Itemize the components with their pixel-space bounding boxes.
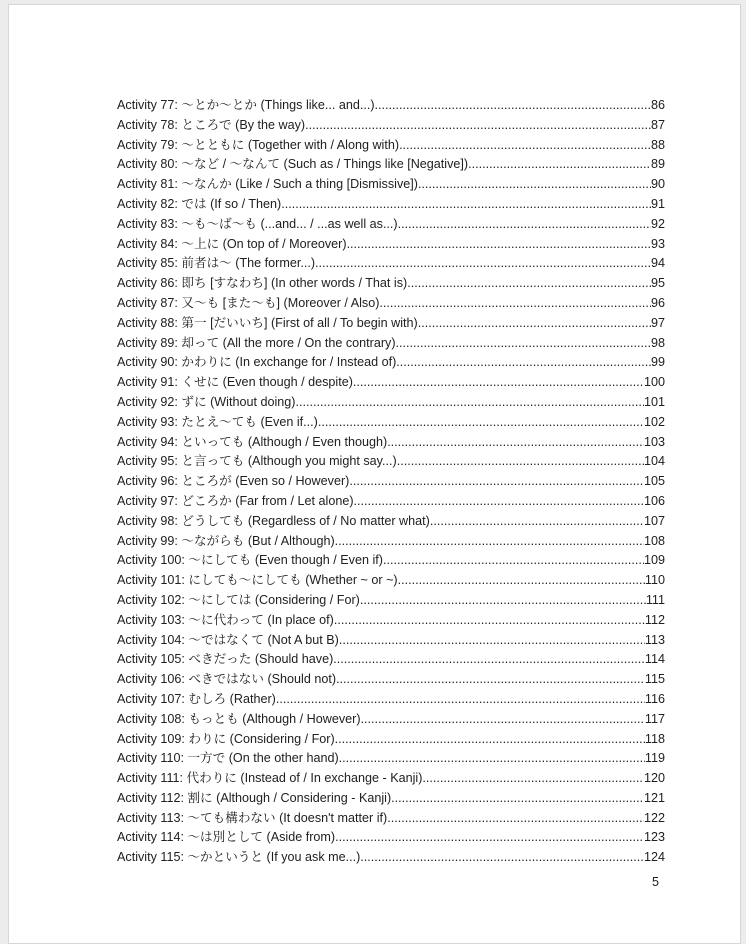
dot-leader: [276, 690, 645, 710]
toc-entry-page-number: 105: [643, 474, 665, 489]
toc-entry-page-number: 106: [643, 493, 665, 508]
toc-entry-title: Activity 102: ～にしては (Considering / For): [117, 592, 360, 607]
toc-entry-page-number: 88: [650, 137, 665, 152]
toc-entry-title: Activity 108: もっとも (Although / However): [117, 711, 361, 726]
toc-entry-title: Activity 109: わりに (Considering / For): [117, 731, 335, 746]
toc-entry-page-number: 101: [643, 394, 665, 409]
toc-entry-page-number: 121: [643, 790, 665, 805]
dot-leader: [430, 512, 644, 532]
dot-leader: [349, 472, 644, 492]
toc-entry[interactable]: [117, 512, 665, 532]
dot-leader: [375, 96, 651, 116]
toc-entry-title: Activity 115: ～かというと (If you ask me...): [117, 850, 361, 865]
document-page: [8, 4, 741, 944]
toc-entry[interactable]: [117, 353, 665, 373]
dot-leader: [379, 294, 651, 314]
dot-leader: [387, 809, 644, 829]
dot-leader: [418, 175, 651, 195]
dot-leader: [398, 215, 651, 235]
toc-entry-title: Activity 97: どころか (Far from / Let alone): [117, 493, 354, 508]
toc-entry-page-number: 94: [650, 256, 665, 271]
toc-entry[interactable]: [117, 116, 665, 136]
dot-leader: [387, 433, 644, 453]
toc-entry-title: Activity 92: ずに (Without doing): [117, 394, 296, 409]
toc-entry[interactable]: [117, 710, 665, 730]
toc-entry-title: Activity 79: ～とともに (Together with / Along with): [117, 137, 400, 152]
toc-entry-title: Activity 107: むしろ (Rather): [117, 691, 276, 706]
toc-entry-page-number: 99: [650, 355, 665, 370]
toc-entry-page-number: 91: [650, 196, 665, 211]
dot-leader: [335, 828, 644, 848]
toc-entry-title: Activity 89: 却って (All the more / On the contrary): [117, 335, 396, 350]
toc-entry[interactable]: [117, 195, 665, 215]
toc-entry-title: Activity 82: では (If so / Then): [117, 196, 282, 211]
toc-entry-page-number: 122: [643, 810, 665, 825]
toc-entry[interactable]: [117, 294, 665, 314]
dot-leader: [318, 413, 644, 433]
toc-entry[interactable]: [117, 571, 665, 591]
toc-entry-page-number: 110: [644, 573, 665, 588]
dot-leader: [399, 136, 651, 156]
toc-entry-page-number: 107: [643, 513, 665, 528]
toc-entry[interactable]: [117, 532, 665, 552]
dot-leader: [422, 769, 644, 789]
dot-leader: [335, 730, 645, 750]
toc-entry[interactable]: [117, 848, 665, 868]
toc-entry[interactable]: [117, 373, 665, 393]
toc-entry-page-number: 86: [650, 98, 665, 112]
toc-entry-page-number: 98: [650, 335, 665, 350]
dot-leader: [407, 274, 651, 294]
dot-leader: [398, 571, 645, 591]
toc-entry-page-number: 114: [644, 652, 665, 667]
toc-entry-title: Activity 101: にしても～にしても (Whether ~ or ~): [117, 573, 398, 588]
toc-entry-title: Activity 85: 前者は～ (The former...): [117, 256, 316, 271]
toc-entry[interactable]: [117, 690, 665, 710]
dot-leader: [397, 452, 644, 472]
toc-entry-title: Activity 78: ところで (By the way): [117, 117, 306, 132]
dot-leader: [354, 492, 644, 512]
dot-leader: [335, 532, 644, 552]
toc-entry-title: Activity 104: ～ではなくて (Not A but B): [117, 632, 339, 647]
toc-entry-page-number: 115: [644, 672, 665, 687]
toc-entry-title: Activity 99: ～ながらも (But / Although): [117, 533, 335, 548]
toc-entry[interactable]: [117, 789, 665, 809]
dot-leader: [305, 116, 651, 136]
toc-entry-page-number: 123: [643, 830, 665, 845]
toc-entry-title: Activity 90: かわりに (In exchange for / Instead of): [117, 355, 397, 370]
dot-leader: [339, 631, 645, 651]
toc-entry-title: Activity 103: ～に代わって (In place of): [117, 612, 334, 627]
dot-leader: [361, 710, 645, 730]
toc-entry[interactable]: [117, 611, 665, 631]
toc-entry[interactable]: [117, 749, 665, 769]
dot-leader: [295, 393, 644, 413]
toc-entry-page-number: 119: [644, 751, 665, 766]
toc-entry-page-number: 93: [650, 236, 665, 251]
toc-entry-page-number: 112: [644, 612, 665, 627]
toc-entry-title: Activity 111: 代わりに (Instead of / In exchange - Kanji): [117, 771, 423, 786]
toc-entry[interactable]: [117, 551, 665, 571]
dot-leader: [396, 334, 651, 354]
toc-entry-title: Activity 95: と言っても (Although you might say...): [117, 454, 397, 469]
dot-leader: [333, 650, 645, 670]
toc-entry[interactable]: [117, 631, 665, 651]
toc-entry[interactable]: [117, 155, 665, 175]
toc-entry[interactable]: [117, 452, 665, 472]
toc-entry-title: Activity 96: ところが (Even so / However): [117, 474, 350, 489]
page-number: 5: [651, 875, 659, 889]
toc-entry[interactable]: [117, 828, 665, 848]
toc-entry-title: Activity 87: 又～も [また～も] (Moreover / Also): [117, 295, 380, 310]
toc-entry-page-number: 116: [644, 691, 665, 706]
toc-entry-page-number: 108: [643, 533, 665, 548]
dot-leader: [383, 551, 644, 571]
toc-entry-title: Activity 93: たとえ～ても (Even if...): [117, 414, 318, 429]
toc-entry-page-number: 102: [643, 414, 665, 429]
toc-entry-title: Activity 88: 第一 [だいいち] (First of all / To begin with): [117, 315, 418, 330]
toc-entry-title: Activity 105: べきだった (Should have): [117, 652, 334, 667]
toc-entry[interactable]: [117, 769, 665, 789]
toc-entry-title: Activity 77: ～とか～とか (Things like... and...): [117, 98, 375, 112]
dot-leader: [315, 254, 651, 274]
toc-entry[interactable]: [117, 215, 665, 235]
toc-entry[interactable]: [117, 274, 665, 294]
toc-entry-page-number: 90: [650, 177, 665, 192]
toc-entry[interactable]: [117, 650, 665, 670]
toc-entry-page-number: 89: [650, 157, 665, 172]
toc-entry-title: Activity 112: 割に (Although / Considering - Kanji): [117, 790, 392, 805]
toc-entry-page-number: 117: [644, 711, 665, 726]
toc-entry[interactable]: [117, 235, 665, 255]
toc-entry-title: Activity 84: ～上に (On top of / Moreover): [117, 236, 347, 251]
toc-entry-title: Activity 110: 一方で (On the other hand): [117, 751, 339, 766]
dot-leader: [336, 670, 645, 690]
dot-leader: [353, 373, 644, 393]
dot-leader: [360, 848, 644, 868]
toc-entry-page-number: 118: [644, 731, 665, 746]
toc-entry-page-number: 96: [650, 295, 665, 310]
dot-leader: [347, 235, 651, 255]
dot-leader: [391, 789, 644, 809]
toc-entry[interactable]: [117, 492, 665, 512]
toc-entry[interactable]: [117, 393, 665, 413]
toc-entry[interactable]: [117, 175, 665, 195]
toc-entry-title: Activity 106: べきではない (Should not): [117, 672, 337, 687]
toc-entry-page-number: 111: [645, 592, 665, 607]
toc-entry[interactable]: [117, 472, 665, 492]
toc-entry-page-number: 109: [643, 553, 665, 568]
toc-entry-title: Activity 81: ～なんか (Like / Such a thing [Dismissive]): [117, 177, 418, 192]
dot-leader: [468, 155, 651, 175]
toc-entry[interactable]: [117, 96, 665, 116]
toc-entry[interactable]: [117, 433, 665, 453]
toc-entry[interactable]: [117, 413, 665, 433]
dot-leader: [334, 611, 645, 631]
toc-entry[interactable]: [117, 136, 665, 156]
toc-entry-title: Activity 86: 即ち [すなわち] (In other words / That is): [117, 276, 408, 291]
dot-leader: [360, 591, 646, 611]
toc-entry-page-number: 100: [643, 375, 665, 390]
toc-entry-page-number: 97: [650, 315, 665, 330]
dot-leader: [281, 195, 651, 215]
toc-entry-page-number: 124: [643, 850, 665, 865]
dot-leader: [339, 749, 645, 769]
toc-entry-title: Activity 113: ～ても構わない (It doesn't matter if): [117, 810, 388, 825]
toc-entry[interactable]: [117, 254, 665, 274]
toc-entry-page-number: 92: [650, 216, 665, 231]
toc-entry-page-number: 104: [643, 454, 665, 469]
toc-entry-page-number: 113: [644, 632, 665, 647]
toc-entry-title: Activity 91: くせに (Even though / despite): [117, 375, 353, 390]
toc-entry-title: Activity 83: ～も～ば～も (...and... / ...as well as...): [117, 216, 398, 231]
dot-leader: [418, 314, 651, 334]
toc-entry-title: Activity 100: ～にしても (Even though / Even if): [117, 553, 383, 568]
toc-entry[interactable]: [117, 730, 665, 750]
toc-entry-title: Activity 80: ～など / ～なんて (Such as / Things like [Negative]): [117, 157, 469, 172]
toc-entry[interactable]: [117, 314, 665, 334]
toc-entry-page-number: 103: [643, 434, 665, 449]
dot-leader: [396, 353, 651, 373]
toc-entry-title: Activity 114: ～は別として (Aside from): [117, 830, 336, 845]
table-of-contents: [117, 96, 665, 868]
toc-entry[interactable]: [117, 670, 665, 690]
toc-entry-page-number: 120: [643, 771, 665, 786]
toc-entry[interactable]: [117, 591, 665, 611]
toc-entry-title: Activity 94: といっても (Although / Even though): [117, 434, 388, 449]
toc-entry-page-number: 87: [650, 117, 665, 132]
toc-entry[interactable]: [117, 334, 665, 354]
toc-entry[interactable]: [117, 809, 665, 829]
toc-entry-page-number: 95: [650, 276, 665, 291]
toc-entry-title: Activity 98: どうしても (Regardless of / No matter what): [117, 513, 430, 528]
